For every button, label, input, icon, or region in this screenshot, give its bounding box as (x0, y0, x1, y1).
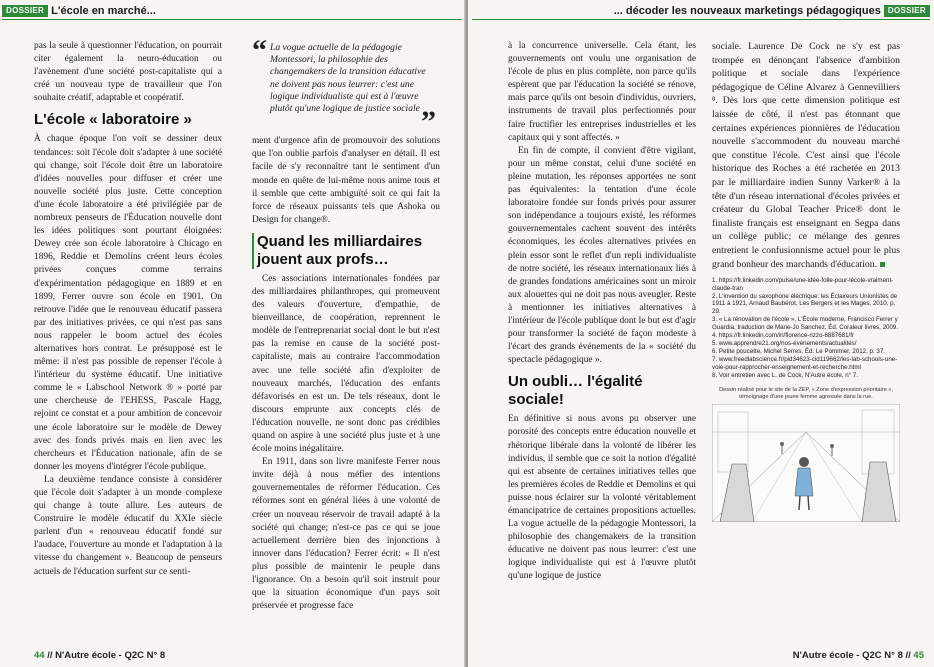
subheading: L'école « laboratoire » (34, 111, 192, 129)
paragraph: pas la seule à questionner l'éducation, on pourrait citer également la neuro-éducation ou l'avènement d'une société post-capitaliste qui a créé un nouveau type de travailleur que l'on souhaite créatif, adaptable et coopératif. (34, 41, 222, 104)
subheading: Quand les milliardaires jouent aux profs… (252, 233, 440, 269)
left-footer (34, 650, 165, 661)
paragraph: La deuxième tendance consiste à considérer que l'école doit s'adapter à un monde complexe qui change à toute allure. Les auteurs de Construire le modèle éducatif du XXIe siècle parlent d'un « renouveau éducatif fondé sur l'audace, l'ouverture au monde et l'adaptation à la vitesse du changement ». Beaucoup de penseurs actuels de l'éducation surfent sur ce senti- (34, 474, 222, 577)
footnote: 8. Voir entretien avec L. de Cock, N'Autre école, n° 7. (712, 371, 859, 379)
pull-quote-text: La vogue actuelle de la pédagogie Montessori, la philosophie des changemakers de la transition éducative ne doivent pas nous leurrer: c'est une logique individualiste qui est à l'œuvre plutôt qu'une logique de justice sociale (270, 42, 426, 115)
left-column-2 (252, 36, 440, 613)
right-footer (793, 650, 924, 661)
paragraph: En définitive si nous avons pu observer une porosité des concepts entre éducation nouvelle et rhétorique libérale dans la volonté de libérer les individus, il semble que ce soit la notion d'égalité qui est absente de certaines initiatives telles que les premières écoles de Reddie et Demolins et qui puisse nous éclairer sur la volonté véritablement émancipatrice de certaines propositions actuelles. La vogue actuelle de la pédagogie Montessori, la philosophie des changemakers de la transition éducative ne doivent pas nous leurrer: c'est une logique individualiste qui est à l'œuvre plutôt qu'une logique de justice (508, 414, 696, 582)
street-drawing-icon (712, 404, 900, 522)
left-column-1 (34, 40, 222, 579)
page-number: 45 (913, 650, 924, 661)
page-number: 44 (34, 650, 45, 661)
footnote: 7. www.freedlabscience.fr/pid34623-cid119662/les-lab-schools-une-voie-pour-rapprocher-enseignement-et-recherche.html (712, 356, 898, 371)
paragraph-text: sociale. Laurence De Cock ne s'y est pas trompée en dénonçant l'absence d'ambition politique et sociale dans l'expérience pédagogique de Céline Alvarez à Gennevilliers ⁸. Dès lors que cette dimension politique est laissée de côté, il n'est pas étonnant que certaines expériences pionnières de l'éducation nouvelle s'accommodent du nouveau marché que constitue l'école. C'est ainsi que l'école historique des Roches a été rachetée en 2013 par le milliardaire indien Sunny Varker® à la tête d'un réseau international d'écoles privées et créateur du Global Teacher Price® dont le finaliste français est enseignant en Segpa dans un collège public; ce mélange des genres entretient le confusionnisme actuel pour le plus grand bonheur des marchands d'éducation. (712, 41, 900, 270)
pull-quote (252, 34, 440, 139)
right-column-2 (712, 40, 900, 528)
footnotes (712, 277, 900, 379)
street-illustration (712, 404, 900, 528)
subheading: Un oubli… l'égalité sociale! (508, 373, 643, 409)
paragraph: En fin de compte, il convient d'être vigilant, pour un même constat, celui d'une société en pleine mutation, les réponses apportées ne sont pas équivalentes: la tentation d'une école laboratoire fondée sur fonds privés pour assurer son indépendance a toujours existé, les réformes gouvernementales cachent souvent des intérêts économiques, les écoles alternatives privées en plein essor sont le reflet d'un repli individualiste de notre société, les réseaux internationaux liés à de grandes fondations américaines sont un miroir aux alouettes qui ne doit pas nous aveugler. Reste à mentionner les initiatives alternatives à l'intérieur de l'école publique dont le but est d'agir pour transformer la société de façon modeste à l'écart des grands événements de la « société du spectacle pédagogique ». (508, 145, 696, 366)
footnote: 3. « La rénovation de l'école », L'École moderne, Francisco Ferrer y Guardia, traduction de Marie-Jo Sanchez, Éd. Coraleur livres, 2009. (712, 316, 899, 331)
footer-title: // N'Autre école - Q2C N° 8 (47, 650, 166, 661)
section-title: L'école en marché... (51, 5, 156, 17)
dossier-tag: DOSSIER (2, 5, 48, 17)
footnote: 4. https://fr.linkedin.com/in/florence-rizzo-6887681/fr (712, 331, 855, 339)
paragraph: Ces associations internationales fondées par des milliardaires philanthropes, qui promeuvent des valeurs d'ouverture, d'empathie, de bienveillance, de coopération, reprennent le modèle de l'entreprenariat social dont le but n'est pas la remise en cause de la société post-capitaliste, mais au contraire l'accommodation avec une telle société afin d'exploiter de nouveaux marchés, l'éducation des enfants défavorisés en est un. De tels réseaux, dont le discours emprunte aux concepts clés de l'éducation nouvelle, ne sont donc pas crédibles quand on aspire à une société plus juste et à une école moins inégalitaire. (252, 273, 440, 455)
right-page (468, 0, 934, 667)
footnote: 6. Petite poucette, Michel Serres, Éd. Le Pommier, 2012, p. 37. (712, 347, 885, 355)
illustration-caption: Dessin réalisé pour le site de la ZEP, « Zone d'expression prioritaire », témoignage d'une jeune femme agressée dans la rue. (719, 387, 893, 400)
left-page (0, 0, 466, 667)
paragraph: À chaque époque l'on voit se dessiner deux tendances: soit l'école doit s'adapter à une société qui change, soit l'école doit être un laboratoire d'idées nouvelles pour diffuser et créer une nouvelle société plus juste. Cette conception d'une école laboratoire a été privilégiée par de nombreux penseurs de l'Éducation nouvelle dont les idées politiques sont pourtant éloignées: Dewey crée son école laboratoire à Chicago en 1896, Reddie et Demolins créent leurs écoles privées conçues comme terrains d'expérimentation pédagogique en 1889 et en 1899, Ferrer ouvre son école en 1901. On retrouve l'idée que le renouveau éducatif passera par des initiatives privées, ce qui n'est pas sans nous rappeler le boom actuel des écoles alternatives hors contrat. Le présupposé est le même: il n'est pas possible de repenser l'école à l'intérieur du système éducatif. Une initiative comme le « Labschool Network ® » porté par une chercheuse de l'EHESS, Pascale Hagg, rejoint ce constat et a pour ambition de concevoir une école laboratoire sur le modèle de Dewey avec des fonds privés mais en lien avec les chercheurs et l'Éducation nationale, afin de se donner les moyens d'intégrer l'école publique. (34, 134, 222, 472)
right-running-head (614, 4, 930, 18)
paragraph: à la concurrence universelle. Cela étant, les gouvernements ont voulu une organisation de l'école de plus en plus complète, non parce qu'ils espèrent que par l'éducation la société se rénove, mais parce qu'ils ont besoin d'individus, ouvriers, instruments de travail plus perfectionnés pour faire fructifier les entreprises industrielles et les capitaux qui y sont affectés. » (508, 41, 696, 143)
open-quote-icon: “ (252, 34, 267, 67)
paragraph: En 1911, dans son livre manifeste Ferrer nous invite déjà à nous méfier des intentions gouvernementales de réformer l'éducation. Ces réformes sont en général liées à une volonté de créer un nouveau réservoir de travail adapté à la société qui change; n'est-ce pas ce qui se joue actuellement derrière bien des injonctions à innover dans l'éducation? Ferrer écrit: « Il n'est plus possible de maintenir le peuple dans l'ignorance. On a besoin qu'il soit instruit pour que la situation économique d'un pays soit préservée et progresse face (252, 457, 440, 612)
right-column-1 (508, 40, 696, 584)
footnote: 2. L'invention du saxophone électrique: les Éclaireurs Unionistes de 1911 à 1921, Arnaud Baubérot, Les Bergers et les Mages, 2010, p. 29. (712, 292, 898, 315)
header-rule (472, 19, 930, 20)
left-running-head (2, 4, 156, 18)
paragraph: ment d'urgence afin de promouvoir des solutions que l'on oublie parfois d'analyser en détail. Il est facile de s'y reconnaître tant le sentiment d'un monde en quête de lui-même nous anime tous et il semble que cette ambiguïté soit ce qui fait la force de réseaux puissants tels que Ashoka ou Design for change®. (252, 136, 440, 225)
close-quote-icon: ” (421, 105, 436, 139)
footnote: 5. www.apprendre21.org/nos-événements/actualités/ (712, 339, 857, 347)
paragraph (712, 40, 900, 271)
end-mark-icon (880, 262, 885, 267)
header-rule (2, 19, 462, 20)
section-title: ... décoder les nouveaux marketings pédagogiques (613, 5, 881, 17)
dossier-tag: DOSSIER (884, 5, 930, 17)
footer-title: N'Autre école - Q2C N° 8 // (792, 650, 911, 661)
footnote: 1. https://fr.linkedin.com/pulse/une-idée-folle-pour-lécole-vraiment-claude-tran (712, 277, 894, 292)
